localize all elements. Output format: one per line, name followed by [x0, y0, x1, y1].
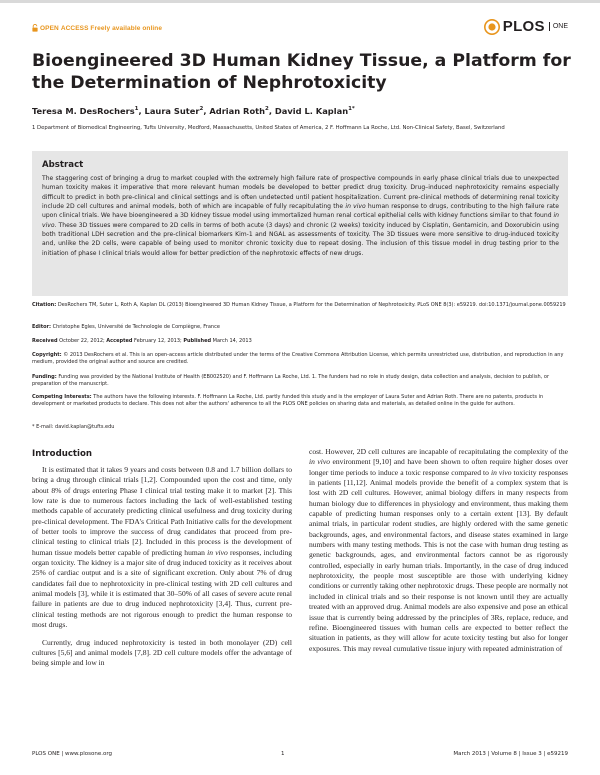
open-access-word: OPEN [40, 24, 59, 32]
abstract-heading: Abstract [42, 160, 84, 170]
page-footer [32, 751, 568, 757]
dates: Received October 22, 2012; Accepted February 12, 2013; Published March 14, 2013 [32, 338, 252, 344]
author-affiliation-mark: 1* [348, 106, 355, 113]
plos-one-logo[interactable] [484, 18, 568, 35]
abstract-box [32, 151, 568, 296]
top-border [0, 0, 600, 3]
footer-issue: March 2013 | Volume 8 | Issue 3 | e59219 [453, 751, 568, 757]
author-name: Teresa M. DesRochers [32, 106, 135, 116]
left-column [32, 465, 292, 669]
introduction-heading: Introduction [32, 449, 93, 459]
author-affiliation-mark: 2 [199, 106, 204, 113]
intro-paragraph: cost. However, 2D cell cultures are incapable of recapitulating the complexity of the in vivo environment [9,10] and have been shown to often require higher doses over longer time periods to induce a toxic response compared to in vivo toxicity responses in patients [11,12]. Animal models provide the benefit of a complex system that is lost with 2D cell cultures. However, animal biology differs in many respects from human biology due to differences in physiology and environment, thus making them capable of predicting human responses only to a certain extent [13]. By default animal trials, in particular rodent studies, are highly ordered with the same genetic backgrounds, ages, and environmental factors, and disease states examined in large numbers with many testing methods. This is not the case with human drug testing as genetic backgrounds, ages, and environmental factors cannot be as rigorously controlled, especially in early human trials. Importantly, in the case of drug induced nephrotoxicity, the people most susceptible are those with underlying kidney conditions or currently taking other nephrotoxic drugs. These people are normally not included in clinical trials and so their response is not known until they are actually treated with an approved drug. Animal models are also expensive and pose an ethical issue that is currently being addressed by the principles of 3Rs, replace, reduce, and refine. Bioengineered tissues with human cells are expected to better reflect the situation in patients, as they will allow for acute toxicity testing but also for longer exposures. This may reveal cumulative tissue injury with repeated administration of [309, 447, 568, 653]
funding: Funding: Funding was provided by the National Institute of Health (EB002520) and F. Hoffmann La Roche, Ltd. 1. The funders had no role in study design, data collection and analysis, decision to publish, or preparation of the manuscript. [32, 374, 550, 388]
intro-paragraph: It is estimated that it takes 9 years and costs between 0.8 and 1.7 billion dollars to bring a drug through clinical trials [1,2]. Compounded upon the cost and time, only about 8% of drugs entering Phase I clinical trial testing make it to market [2]. This low rate is due to numerous factors including the lack of well-established testing methods capable of accurately predicting clinical usefulness and drug toxicity during pre-clinical development. The FDA's Critical Path Initiative calls for the development of better tools to improve the success of drug candidates that proceed from pre-clinical testing to clinical trials [2]. Included in this process is the development of human tissue models better capable of predicting human in vivo responses, including organ toxicity. The kidney is a major site of drug induced toxicity as it receives about 25% of cardiac output and is a site of significant excretion. Only about 7% of drug candidates fail due to nephrotoxicity in pre-clinical testing with 2D cell cultures and animal models [3], while it is estimated that 30–50% of all cases of severe acute renal failure in patients are due to drug induced nephrotoxicity [3,4]. Thus, current pre-clinical testing methods are not rigorous enough to predict the human response to most drugs. [32, 465, 292, 630]
author-list: Teresa M. DesRochers$^1$, Laura Suter$^2$, Adrian Roth$^2$, David L. Kaplan$^{1*}$ [32, 106, 355, 116]
author-name: David L. Kaplan [274, 106, 349, 116]
citation: Citation: DesRochers TM, Suter L, Roth A, Kaplan DL (2013) Bioengineered 3D Human Kidney Tissue, a Platform for the Determination of Nephrotoxicity. PLoS ONE 8(3): e59219. doi:10.1371/journal.pone.0059219 [32, 302, 566, 308]
open-lock-icon [32, 24, 38, 32]
copyright: Copyright: © 2013 DesRochers et al. This is an open-access article distributed under the terms of the Creative Commons Attribution License, which permits unrestricted use, distribution, and reproduction in any medium, provided the original author and source are credited. [32, 352, 564, 366]
open-access-text: ACCESS Freely available online [60, 24, 163, 32]
page-number: 1 [280, 751, 285, 757]
plos-brand-suffix: ONE [549, 22, 568, 31]
abstract-text: The staggering cost of bringing a drug to market coupled with the extremely high failure rate of prospective compounds in early phase clinical trials due to unexpected human toxicity makes it imperative that more relevant human models be developed to better predict drug toxicity. Drug–induced nephrotoxicity remains especially difficult to predict in both pre-clinical and clinical settings and is often undetected until patient hospitalization. Current pre-clinical methods of determining renal toxicity include 2D cell cultures and animal models, both of which are incapable of fully recapitulating the in vivo human response to drugs, contributing to the high failure rate upon clinical trials. We have bioengineered a 3D kidney tissue model using immortalized human renal cortical epithelial cells with kidney functions similar to that found in vivo. These 3D tissues were compared to 2D cells in terms of both acute (3 days) and chronic (2 weeks) toxicity induced by Cisplatin, Gentamicin, and Doxorubicin using both traditional LDH secretion and the pre-clinical biomarkers Kim-1 and NGAL as assessments of toxicity. The 3D tissues were more sensitive to drug-induced toxicity and, unlike the 2D cells, were capable of being used to monitor chronic toxicity due to repeat dosing. The inclusion of this tissue model in drug testing prior to the initiation of phase I clinical trials would allow for better prediction of the nephrotoxic effects of new drugs. [42, 175, 559, 257]
plos-logo-icon [484, 19, 500, 35]
intro-paragraph: Currently, drug induced nephrotoxicity is tested in both monolayer (2D) cell cultures [5,6] and animal models [7,8]. 2D cell culture models offer the advantage of being simple and low in [32, 637, 292, 668]
author-affiliation-mark: 2 [265, 106, 269, 113]
competing-interests: Competing Interests: The authors have the following interests. F. Hoffmann La Roche, Ltd. partly funded this study and is the employer of Laura Suter and Adrian Roth. There are no patents, products in development or marketed products to declare. This does not alter the authors' adherence to all the PLOS ONE policies on sharing data and materials, as detailed online in the guide for authors. [32, 394, 544, 408]
footer-journal[interactable]: PLOS ONE | www.plosone.org [32, 751, 113, 757]
author-affiliation-mark: 1 [134, 106, 139, 113]
email[interactable]: * E-mail: david.kaplan@tufts.edu [32, 424, 115, 430]
article-title: Bioengineered 3D Human Kidney Tissue, a Platform for the Determination of Nephrotoxicity [32, 51, 571, 93]
right-column [309, 447, 568, 654]
affiliations: 1 Department of Biomedical Engineering, Tufts University, Medford, Massachusetts, United States of America, 2 F. Hoffmann La Roche, Ltd. Non-Clinical Safety, Basel, Switzerland [32, 125, 505, 131]
editor: Editor: Christophe Egles, Université de Technologie de Compiègne, France [32, 324, 220, 330]
author-name: Adrian Roth [209, 106, 266, 116]
plos-brand: PLOS [502, 18, 545, 35]
author-name: Laura Suter [144, 106, 200, 116]
open-access-banner[interactable] [32, 24, 162, 32]
